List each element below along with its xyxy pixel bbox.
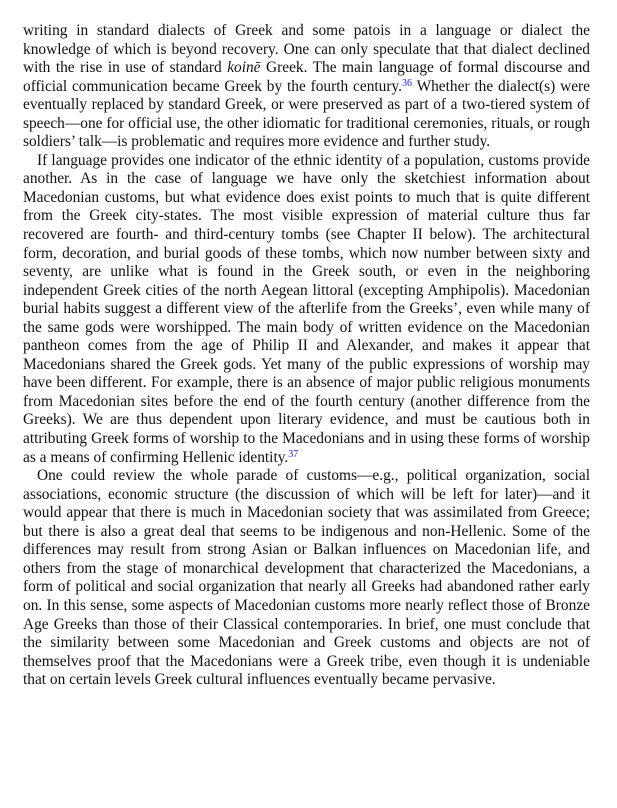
paragraph-3 [23, 467, 590, 690]
paragraph-1-text-b: Greek. The main language of formal discourse and official communication became Greek by the fourth century. [23, 59, 590, 95]
paragraph-2-text: If language provides one indicator of the ethnic identity of a population, customs provide another. As in the case of language we have only the sketchiest information about Macedonian customs, but what evidence does exist points to much that is quite different from the Greek city-states. The most visible expression of material culture thus far recovered are fourth- and third-century tombs (see Chapter II below). The architectural form, decoration, and burial goods of these tombs, which now number between sixty and seventy, are unlike what is found in the Greek south, or even in the neighboring independent Greek cities of the north Aegean littoral (excepting Amphipolis). Macedonian burial habits suggest a different view of the afterlife from the Greeks’, even while many of the same gods were worshipped. The main body of written evidence on the Macedonian pantheon comes from the age of Philip II and Alexander, and makes it appear that Macedonians shared the Greek gods. Yet many of the public expressions of worship may have been different. For example, there is an absence of major public religious monuments from Macedonian sites before the end of the fourth century (another difference from the Greeks). We are thus dependent upon literary evidence, and must be cautious both in attributing Greek forms of worship to the Macedonians and in using these forms of worship as a means of confirming Hellenic identity. [23, 151, 590, 466]
paragraph-1 [23, 22, 590, 152]
paragraph-2 [23, 152, 590, 467]
italic-term-koine: koinē [227, 59, 261, 77]
paragraph-3-text: One could review the whole parade of customs—e.g., political organization, social associations, economic structure (the discussion of which will be left for later)—and it would appear that there is much in Macedonian society that was assimilated from Greece; but there is also a great deal that seems to be indigenous and non-Hellenic. Some of the differences may result from strong Asian or Balkan influences on Macedonian life, and others from the stage of monarchical development that characterized the Macedonians, a form of political and social organization that nearly all Greeks had abandoned rather early on. In this sense, some aspects of Macedonian customs more nearly reflect those of Bronze Age Greeks than those of their Classical contemporaries. In brief, one must conclude that the similarity between some Macedonian and Greek customs and objects are not of themselves proof that the Macedonians were a Greek tribe, even though it is undeniable that on certain levels Greek cultural influences eventually became pervasive. [23, 467, 590, 689]
paragraph-1-text-a: writing in standard dialects of Greek and some patois in a language or dialect the knowledge of which is beyond recovery. One can only speculate that that dialect declined with the rise in use of standard [23, 22, 590, 77]
footnote-ref-36[interactable]: 36 [402, 77, 413, 89]
document-page [23, 22, 590, 690]
footnote-ref-37[interactable]: 37 [288, 448, 299, 460]
paragraph-1-text-c: Whether the dialect(s) were eventually replaced by standard Greek, or were preserved as part of a two-tiered system of speech—one for official use, the other idiomatic for traditional ceremonies, rituals, or rough soldiers’ talk—is problematic and requires more evidence and further study. [23, 77, 590, 151]
